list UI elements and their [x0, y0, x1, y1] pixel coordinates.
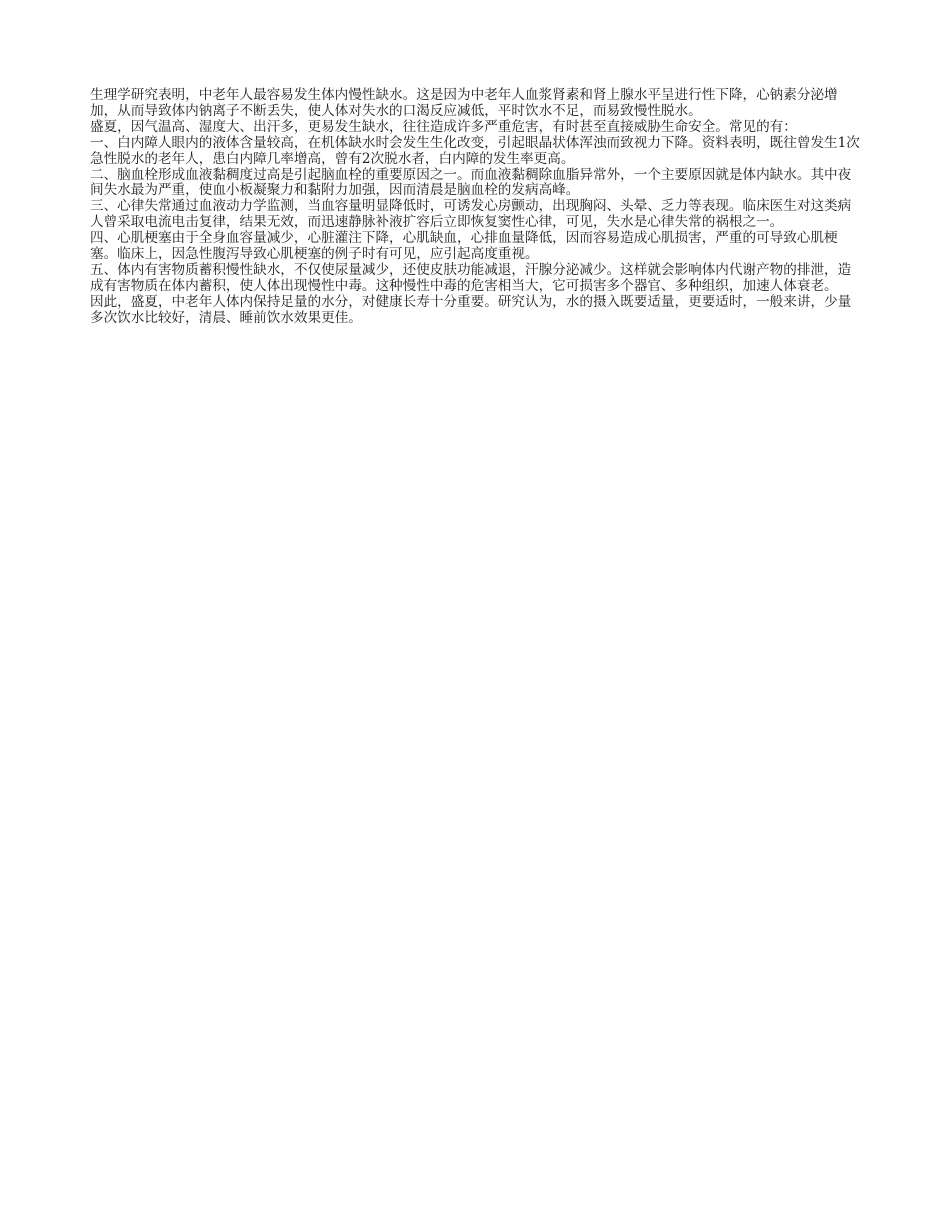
paragraph-myocardial-infarction: 四、心肌梗塞由于全身血容量减少，心脏灌注下降，心肌缺血，心排血量降低，因而容易造成心肌损害，严重的可导致心肌梗塞。临床上，因急性腹泻导致心肌梗塞的例子时有可见，应引起高度重视。: [90, 230, 838, 263]
document-body: [90, 88, 860, 327]
paragraph-cataract: 一、白内障人眼内的液体含量较高，在机体缺水时会发生生化改变，引起眼晶状体浑浊而致视力下降。资料表明，既往曾发生1次急性脱水的老年人，患白内障几率增高，曾有2次脱水者，白内障的发生率更高。: [90, 134, 860, 167]
paragraph-cerebral-thrombosis: 二、脑血栓形成血液黏稠度过高是引起脑血栓的重要原因之一。而血液黏稠除血脂异常外，一个主要原因就是体内缺水。其中夜间失水最为严重，使血小板凝聚力和黏附力加强，因而清晨是脑血栓的发病高峰。: [90, 166, 852, 199]
paragraph-intro: 生理学研究表明，中老年人最容易发生体内慢性缺水。这是因为中老年人血浆肾素和肾上腺水平呈进行性下降，心钠素分泌增加，从而导致体内钠离子不断丢失，使人体对失水的口渴反应减低，平时饮水不足，而易致慢性脱水。: [90, 87, 838, 119]
paragraph-arrhythmia: 三、心律失常通过血液动力学监测，当血容量明显降低时，可诱发心房颤动，出现胸闷、头晕、乏力等表现。临床医生对这类病人曾采取电流电击复律，结果无效，而迅速静脉补液扩容后立即恢复窦性心律，可见，失水是心律失常的祸根之一。: [90, 198, 852, 231]
paragraph-conclusion: 因此，盛夏，中老年人体内保持足量的水分，对健康长寿十分重要。研究认为，水的摄入既要适量，更要适时，一般来讲，少量多次饮水比较好，清晨、睡前饮水效果更佳。: [90, 293, 852, 326]
paragraph-toxin-accumulation: 五、体内有害物质蓄积慢性缺水，不仅使尿量减少，还使皮肤功能减退，汗腺分泌减少。这样就会影响体内代谢产物的排泄，造成有害物质在体内蓄积，使人体出现慢性中毒。这种慢性中毒的危害相当大，它可损害多个器官、多种组织，加速人体衰老。: [90, 261, 852, 294]
paragraph-summer-risks: 盛夏，因气温高、湿度大、出汗多，更易发生缺水，往往造成许多严重危害，有时甚至直接威胁生命安全。常见的有：: [90, 118, 797, 135]
